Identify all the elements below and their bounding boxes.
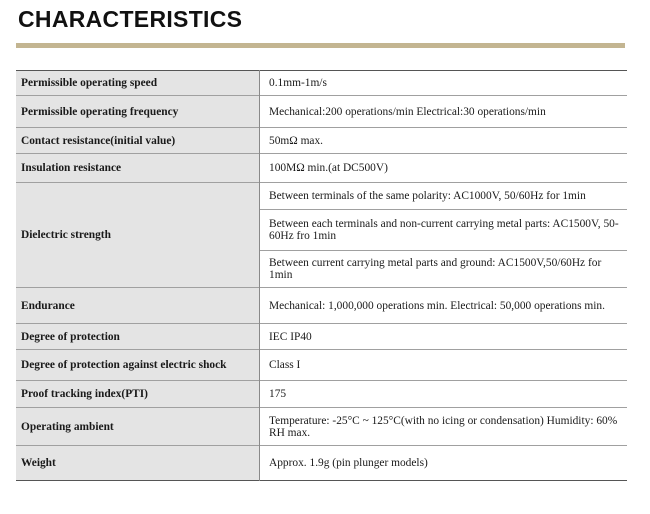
row-value: Approx. 1.9g (pin plunger models) xyxy=(260,446,628,481)
row-label: Proof tracking index(PTI) xyxy=(16,381,260,408)
row-value: Mechanical:200 operations/min Electrical:30 operations/min xyxy=(260,96,628,128)
row-label: Contact resistance(initial value) xyxy=(16,128,260,154)
row-value: Temperature: -25°C ~ 125°C(with no icing or condensation) Humidity: 60% RH max. xyxy=(260,408,628,446)
row-label: Insulation resistance xyxy=(16,154,260,183)
table-row xyxy=(16,381,627,408)
table-row xyxy=(16,408,627,446)
table-row xyxy=(16,96,627,128)
title-divider xyxy=(16,43,625,48)
table-row xyxy=(16,288,627,324)
row-value: Mechanical: 1,000,000 operations min. Electrical: 50,000 operations min. xyxy=(260,288,628,324)
page-title: CHARACTERISTICS xyxy=(18,6,243,32)
row-label: Degree of protection against electric shock xyxy=(16,350,260,381)
row-value: Between each terminals and non-current carrying metal parts: AC1500V, 50-60Hz fro 1min xyxy=(260,210,628,251)
table-row xyxy=(16,350,627,381)
table-row xyxy=(16,183,627,210)
row-label: Dielectric strength xyxy=(16,183,260,288)
row-value: Class I xyxy=(260,350,628,381)
table-row xyxy=(16,128,627,154)
row-label: Permissible operating speed xyxy=(16,71,260,96)
row-label: Operating ambient xyxy=(16,408,260,446)
table-row xyxy=(16,154,627,183)
table-row xyxy=(16,71,627,96)
table-row xyxy=(16,446,627,481)
row-value: Between current carrying metal parts and ground: AC1500V,50/60Hz for 1min xyxy=(260,251,628,288)
row-value: 100MΩ min.(at DC500V) xyxy=(260,154,628,183)
row-value: Between terminals of the same polarity: AC1000V, 50/60Hz for 1min xyxy=(260,183,628,210)
row-value: 175 xyxy=(260,381,628,408)
characteristics-table xyxy=(16,70,627,481)
row-value: IEC IP40 xyxy=(260,324,628,350)
row-value: 0.1mm-1m/s xyxy=(260,71,628,96)
row-label: Permissible operating frequency xyxy=(16,96,260,128)
table-row xyxy=(16,324,627,350)
row-label: Endurance xyxy=(16,288,260,324)
row-label: Weight xyxy=(16,446,260,481)
row-label: Degree of protection xyxy=(16,324,260,350)
row-value: 50mΩ max. xyxy=(260,128,628,154)
